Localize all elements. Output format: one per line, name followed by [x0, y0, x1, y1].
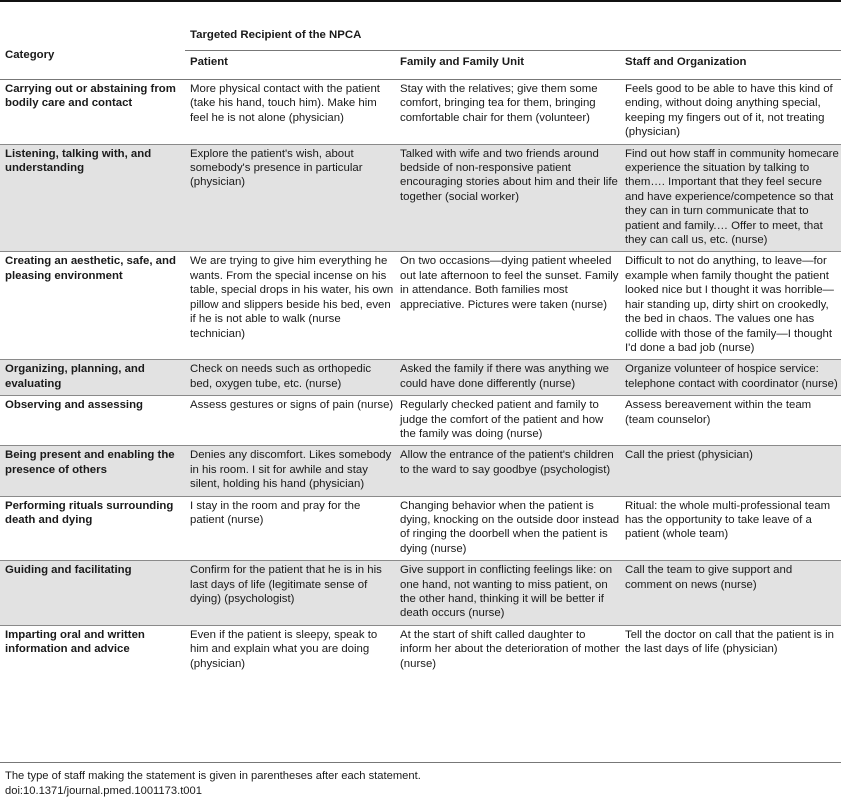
category-cell: Organizing, planning, and evaluating: [0, 360, 185, 396]
doi-label: doi:10.1371/journal.pmed.1001173.t001: [5, 785, 202, 797]
header-row-1: [0, 27, 841, 51]
category-cell: Listening, talking with, and understanding: [0, 144, 185, 252]
table-row: [0, 625, 841, 675]
table-row: [0, 80, 841, 145]
family-cell: Give support in conflicting feelings like: on one hand, not wanting to miss patient, on the other hand, thinking it will be better if death occurs (nurse): [395, 561, 620, 626]
staff-cell: Feels good to be able to have this kind of ending, without doing anything special, keeping my fingers out of it, not treating (physician): [620, 80, 841, 145]
family-cell: Allow the entrance of the patient's children to the ward to say goodbye (psychologist): [395, 446, 620, 496]
category-cell: Guiding and facilitating: [0, 561, 185, 626]
category-cell: Performing rituals surrounding death and dying: [0, 496, 185, 561]
patient-cell: More physical contact with the patient (take his hand, touch him). Make him feel he is not alone (physician): [185, 80, 395, 145]
staff-cell: Tell the doctor on call that the patient is in the last days of life (physician): [620, 625, 841, 675]
family-cell: Talked with wife and two friends around bedside of non-responsive patient encouraging stories about him and their life together (social worker): [395, 144, 620, 252]
category-cell: Being present and enabling the presence of others: [0, 446, 185, 496]
staff-cell: Difficult to not do anything, to leave—for example when family thought the patient looked nice but I thought it was horrible—hair standing up, dirty shirt on crookedly, the bed in chaos. The values one has collide with those of the family—I thought I'd done a bad job (nurse): [620, 252, 841, 360]
family-header: Family and Family Unit: [395, 51, 620, 80]
family-cell: Asked the family if there was anything we could have done differently (nurse): [395, 360, 620, 396]
family-cell: On two occasions—dying patient wheeled out late afternoon to feel the sunset. Family in attendance. Both families most appreciative. Pictures were taken (nurse): [395, 252, 620, 360]
patient-cell: Confirm for the patient that he is in his last days of life (legitimate sense of dying) (psychologist): [185, 561, 395, 626]
npca-table: [0, 27, 841, 675]
table-row: [0, 446, 841, 496]
staff-cell: Find out how staff in community homecare experience the situation by talking to them…. Important that they feel secure and have experience/competence so that they can in turn communicate that to patient and family.… Offer to meet, that they can call us, etc. (nurse): [620, 144, 841, 252]
table-row: [0, 252, 841, 360]
patient-cell: Denies any discomfort. Likes somebody in his room. I sit for awhile and stay silent, holding his hand (physician): [185, 446, 395, 496]
family-cell: At the start of shift called daughter to inform her about the deterioration of mother (nurse): [395, 625, 620, 675]
table-row: [0, 360, 841, 396]
staff-cell: Assess bereavement within the team (team counselor): [620, 396, 841, 446]
patient-cell: Assess gestures or signs of pain (nurse): [185, 396, 395, 446]
patient-cell: I stay in the room and pray for the patient (nurse): [185, 496, 395, 561]
category-cell: Carrying out or abstaining from bodily care and contact: [0, 80, 185, 145]
category-cell: Creating an aesthetic, safe, and pleasing environment: [0, 252, 185, 360]
table-row: [0, 496, 841, 561]
patient-cell: We are trying to give him everything he wants. From the special incense on his table, special drops in his water, his own pillow and slippers beside his bed, even if he is not able to walk (nurse technician): [185, 252, 395, 360]
patient-header: Patient: [185, 51, 395, 80]
patient-cell: Even if the patient is sleepy, speak to him and explain what you are doing (physician): [185, 625, 395, 675]
targeted-recipient-header: Targeted Recipient of the NPCA: [185, 27, 841, 51]
table-row: [0, 144, 841, 252]
staff-cell: Call the team to give support and comment on news (nurse): [620, 561, 841, 626]
category-header-text: Category: [5, 48, 55, 61]
table-bottom-rule: [0, 762, 841, 763]
category-cell: Observing and assessing: [0, 396, 185, 446]
category-header: [0, 27, 185, 80]
patient-cell: Explore the patient's wish, about somebody's presence in particular (physician): [185, 144, 395, 252]
staff-header: Staff and Organization: [620, 51, 841, 80]
table-footnote: The type of staff making the statement is given in parentheses after each statement.: [5, 770, 421, 782]
table-row: [0, 561, 841, 626]
staff-cell: Ritual: the whole multi-professional team has the opportunity to take leave of a patient (whole team): [620, 496, 841, 561]
table-row: [0, 396, 841, 446]
family-cell: Changing behavior when the patient is dying, knocking on the outside door instead of ringing the doorbell when the patient is dying (nurse): [395, 496, 620, 561]
category-cell: Imparting oral and written information and advice: [0, 625, 185, 675]
family-cell: Stay with the relatives; give them some comfort, bringing tea for them, bringing comfortable chair for them (volunteer): [395, 80, 620, 145]
top-rule: [0, 0, 841, 2]
staff-cell: Organize volunteer of hospice service: telephone contact with coordinator (nurse): [620, 360, 841, 396]
patient-cell: Check on needs such as orthopedic bed, oxygen tube, etc. (nurse): [185, 360, 395, 396]
family-cell: Regularly checked patient and family to judge the comfort of the patient and how the family was doing (nurse): [395, 396, 620, 446]
staff-cell: Call the priest (physician): [620, 446, 841, 496]
